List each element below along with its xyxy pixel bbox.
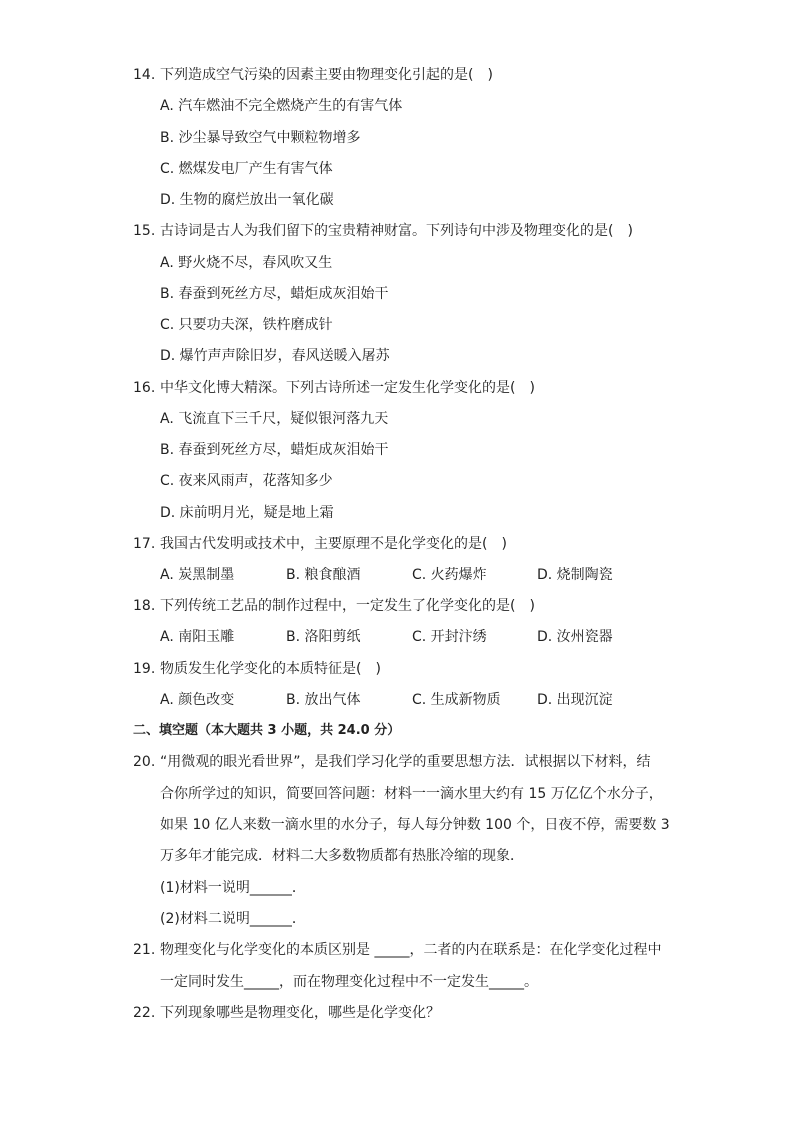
question-14-stem: 下列造成空气污染的因素主要由物理变化引起的是( ): [160, 67, 493, 83]
question-16-stem: 中华文化博大精深。下列古诗所述一定发生化学变化的是( ): [160, 380, 535, 396]
question-14-option-c: C. 燃煤发电厂产生有害气体: [160, 161, 333, 177]
question-19-options: [160, 690, 660, 710]
question-20: [133, 752, 155, 772]
question-17-option-d: D. 烧制陶瓷: [537, 567, 613, 583]
question-18-option-d: D. 汝州瓷器: [537, 629, 613, 645]
question-15-option-b: B. 春蚕到死丝方尽，蜡炬成灰泪始干: [160, 286, 389, 302]
question-19-option-d: D. 出现沉淀: [537, 692, 613, 708]
question-17-option-a: A. 炭黑制墨: [160, 567, 235, 583]
question-number: 21.: [133, 942, 156, 958]
question-18-option-b: B. 洛阳剪纸: [286, 629, 361, 645]
question-15-option-c: C. 只要功夫深，铁杵磨成针: [160, 317, 333, 333]
question-20-subquestion-2: (2)材料二说明______．: [160, 911, 306, 927]
question-15-option-a: A. 野火烧不尽，春风吹又生: [160, 255, 333, 271]
question-15-option-d: D. 爆竹声声除旧岁，春风送暖入屠苏: [160, 348, 390, 364]
question-19-option-b: B. 放出气体: [286, 692, 361, 708]
section-title: 二、填空题（本大题共 3 小题，共 24.0 分）: [133, 723, 401, 738]
question-22: [133, 1003, 155, 1023]
question-16-option-b: B. 春蚕到死丝方尽，蜡炬成灰泪始干: [160, 442, 389, 458]
question-16: [133, 378, 155, 398]
question-15-stem: 古诗词是古人为我们留下的宝贵精神财富。下列诗句中涉及物理变化的是( ): [160, 223, 633, 239]
question-number: 22.: [133, 1005, 156, 1021]
question-16-option-d: D. 床前明月光，疑是地上霜: [160, 505, 334, 521]
question-20-line: 合你所学过的知识，简要回答问题：材料一一滴水里大约有 15 万亿亿个水分子，: [160, 786, 663, 802]
question-14-option-d: D. 生物的腐烂放出一氧化碳: [160, 192, 334, 208]
question-14-option-b: B. 沙尘暴导致空气中颗粒物增多: [160, 130, 361, 146]
question-number: 15.: [133, 223, 156, 239]
question-17-option-b: B. 粮食酿酒: [286, 567, 361, 583]
question-17-option-c: C. 火药爆炸: [412, 567, 487, 583]
question-number: 20.: [133, 754, 156, 770]
question-18-option-a: A. 南阳玉雕: [160, 629, 235, 645]
question-number: 18.: [133, 598, 156, 614]
question-14-option-a: A. 汽车燃油不完全燃烧产生的有害气体: [160, 98, 403, 114]
question-15: [133, 221, 155, 241]
question-16-option-c: C. 夜来风雨声，花落知多少: [160, 473, 333, 489]
question-17: [133, 534, 155, 554]
question-number: 19.: [133, 661, 156, 677]
question-22-line: 下列现象哪些是物理变化，哪些是化学变化？: [160, 1005, 440, 1021]
question-19-option-a: A. 颜色改变: [160, 692, 235, 708]
question-17-options: [160, 565, 660, 585]
question-number: 17.: [133, 536, 156, 552]
question-21: [133, 940, 155, 960]
question-14: [133, 65, 155, 85]
question-18: [133, 596, 155, 616]
question-20-subquestion-1: (1)材料一说明______．: [160, 880, 306, 896]
question-20-line: “用微观的眼光看世界”，是我们学习化学的重要思想方法．试根据以下材料，结: [160, 754, 651, 770]
question-21-line: 物理变化与化学变化的本质区别是 _____，二者的内在联系是：在化学变化过程中: [160, 942, 662, 958]
question-16-option-a: A. 飞流直下三千尺，疑似银河落九天: [160, 411, 389, 427]
question-19: [133, 659, 155, 679]
question-17-stem: 我国古代发明或技术中，主要原理不是化学变化的是( ): [160, 536, 507, 552]
question-18-option-c: C. 开封汴绣: [412, 629, 487, 645]
question-19-option-c: C. 生成新物质: [412, 692, 501, 708]
question-21-line: 一定同时发生_____，而在物理变化过程中不一定发生_____。: [160, 974, 538, 990]
question-18-stem: 下列传统工艺品的制作过程中，一定发生了化学变化的是( ): [160, 598, 535, 614]
question-19-stem: 物质发生化学变化的本质特征是( ): [160, 661, 381, 677]
question-18-options: [160, 627, 660, 647]
question-number: 14.: [133, 67, 156, 83]
question-number: 16.: [133, 380, 156, 396]
question-20-line: 如果 10 亿人来数一滴水里的水分子，每人每分钟数 100 个，日夜不停，需要数 3: [160, 817, 670, 833]
question-20-line: 万多年才能完成．材料二大多数物质都有热胀冷缩的现象．: [160, 848, 524, 864]
